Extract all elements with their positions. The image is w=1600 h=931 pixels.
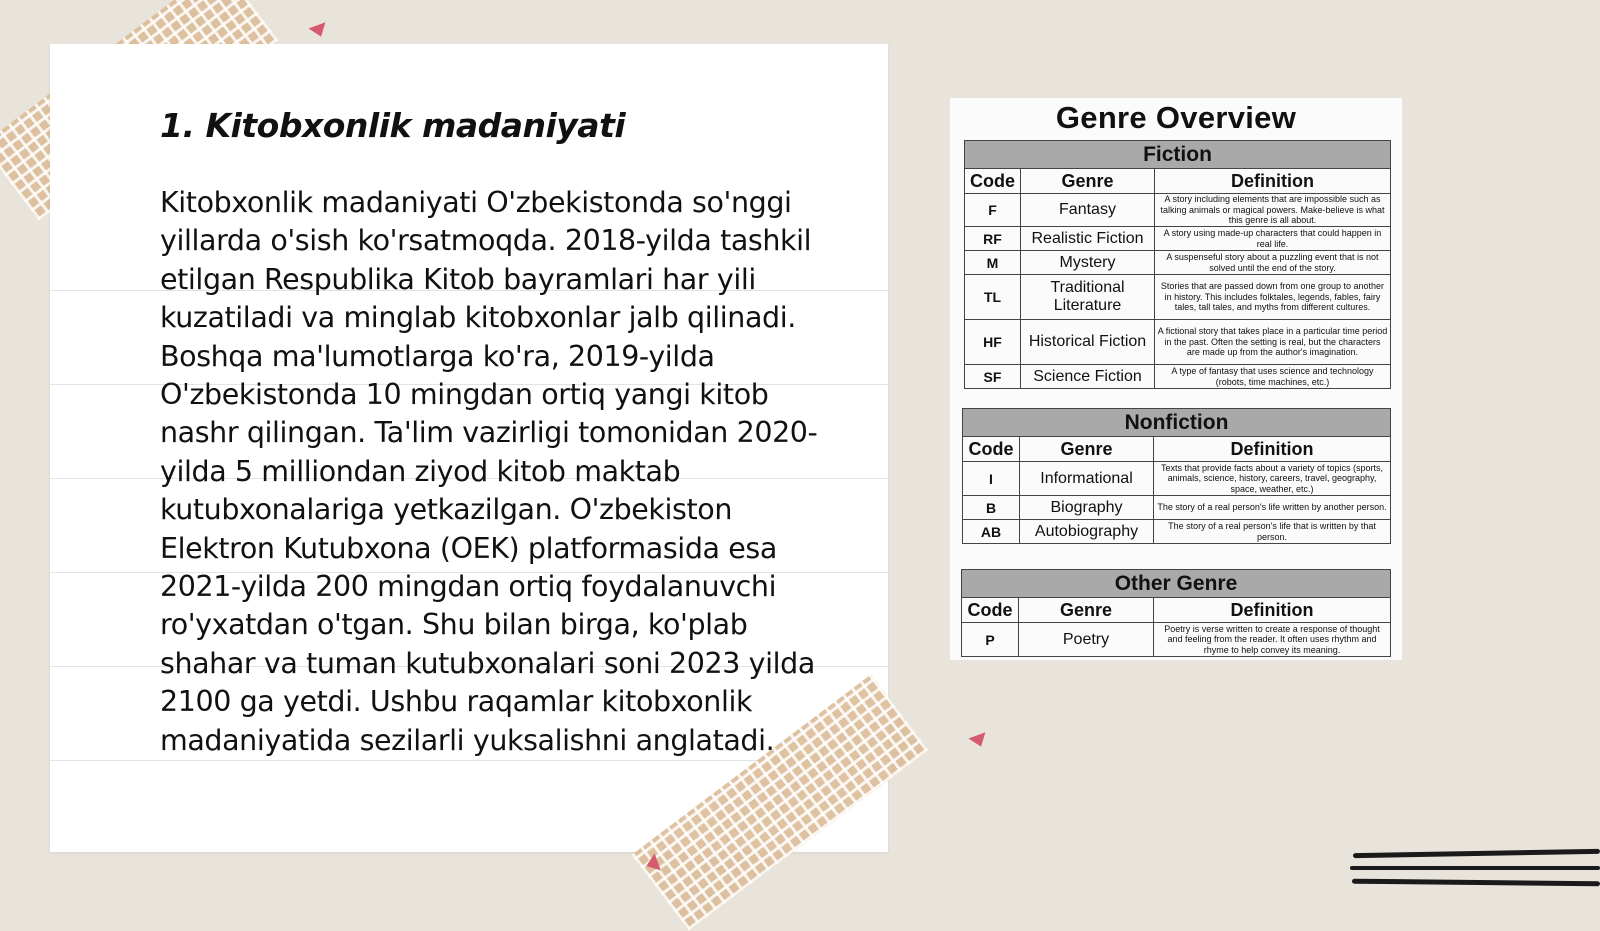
table-row xyxy=(963,496,1391,520)
table-row xyxy=(963,520,1391,544)
genre-definition: Texts that provide facts about a variety of topics (sports, animals, science, history, careers, travel, geography, space, weather, etc.) xyxy=(1154,462,1391,496)
other-genre-section-header: Other Genre xyxy=(962,570,1391,598)
genre-name: Realistic Fiction xyxy=(1021,227,1155,251)
fiction-table xyxy=(964,140,1391,389)
definition-column-header: Definition xyxy=(1154,437,1391,462)
table-row xyxy=(965,275,1391,320)
genre-name: Science Fiction xyxy=(1021,365,1155,389)
genre-definition: Stories that are passed down from one group to another in history. This includes folktales, legends, fables, fairy tales, tall tales, and myths from different cultures. xyxy=(1155,275,1391,320)
slide-title: 1. Kitobxonlik madaniyati xyxy=(160,106,626,145)
genre-overview-title: Genre Overview xyxy=(1055,100,1297,135)
genre-overview-image xyxy=(950,98,1402,660)
table-row xyxy=(965,227,1391,251)
genre-code: SF xyxy=(965,365,1021,389)
slide-body-text: Kitobxonlik madaniyati O'zbekistonda so'nggi yillarda o'sish ko'rsatmoqda. 2018-yilda tashkil etilgan Respublika Kitob bayramlari har yili kuzatiladi va minglab kitobxonlar jalb qilinadi. Boshqa ma'lumotlarga ko'ra, 2019-yilda O'zbekistonda 10 mingdan ortiq yangi kitob nashr qilingan. Ta'lim vazirligi tomonidan 2020-yilda 5 milliondan ziyod kitob maktab kutubxonalariga yetkazilgan. O'zbekiston Elektron Kutubxona (OEK) platformasida esa 2021-yilda 200 mingdan ortiq foydalanuvchi ro'yxatdan o'tgan. Shu bilan birga, ko'plab shahar va tuman kutubxonalari soni 2023 yilda 2100 ga yetdi. Ushbu raqamlar kitobxonlik madaniyatida sezilarli yuksalishni anglatadi. xyxy=(160,186,818,757)
nonfiction-table xyxy=(962,408,1391,544)
genre-definition: A story including elements that are impossible such as talking animals or magical powers. Make-believe is what this genre is all about. xyxy=(1155,194,1391,227)
table-row xyxy=(963,462,1391,496)
genre-name: Historical Fiction xyxy=(1021,320,1155,365)
code-column-header: Code xyxy=(963,437,1020,462)
nonfiction-section-header: Nonfiction xyxy=(963,409,1391,437)
table-row xyxy=(965,251,1391,275)
genre-column-header: Genre xyxy=(1020,437,1154,462)
decorative-brush-stroke xyxy=(1353,849,1600,858)
definition-column-header: Definition xyxy=(1155,169,1391,194)
genre-column-header: Genre xyxy=(1021,169,1155,194)
code-column-header: Code xyxy=(962,598,1019,623)
table-row xyxy=(965,365,1391,389)
genre-name: Fantasy xyxy=(1021,194,1155,227)
table-row xyxy=(962,623,1391,657)
genre-definition: A type of fantasy that uses science and technology (robots, time machines, etc.) xyxy=(1155,365,1391,389)
definition-column-header: Definition xyxy=(1154,598,1391,623)
genre-name: Traditional Literature xyxy=(1021,275,1155,320)
pin-icon xyxy=(968,732,989,749)
genre-name: Poetry xyxy=(1019,623,1154,657)
genre-name: Autobiography xyxy=(1020,520,1154,544)
decorative-brush-stroke xyxy=(1352,879,1600,887)
genre-column-header: Genre xyxy=(1019,598,1154,623)
code-column-header: Code xyxy=(965,169,1021,194)
note-paper xyxy=(50,44,888,852)
genre-definition: Poetry is verse written to create a response of thought and feeling from the reader. It often uses rhythm and rhyme to help convey its meaning. xyxy=(1154,623,1391,657)
genre-definition: The story of a real person's life written by another person. xyxy=(1154,496,1391,520)
genre-code: M xyxy=(965,251,1021,275)
genre-code: B xyxy=(963,496,1020,520)
fiction-section-header: Fiction xyxy=(965,141,1391,169)
decorative-brush-stroke xyxy=(1350,866,1600,870)
genre-definition: A suspenseful story about a puzzling event that is not solved until the end of the story. xyxy=(1155,251,1391,275)
genre-name: Biography xyxy=(1020,496,1154,520)
other-genre-table xyxy=(961,569,1391,657)
genre-name: Mystery xyxy=(1021,251,1155,275)
genre-code: RF xyxy=(965,227,1021,251)
genre-code: I xyxy=(963,462,1020,496)
genre-definition: The story of a real person's life that is written by that person. xyxy=(1154,520,1391,544)
genre-code: HF xyxy=(965,320,1021,365)
genre-code: F xyxy=(965,194,1021,227)
genre-code: P xyxy=(962,623,1019,657)
genre-code: TL xyxy=(965,275,1021,320)
genre-code: AB xyxy=(963,520,1020,544)
genre-definition: A fictional story that takes place in a particular time period in the past. Often the setting is real, but the characters are made up from the author's imagination. xyxy=(1155,320,1391,365)
genre-definition: A story using made-up characters that could happen in real life. xyxy=(1155,227,1391,251)
table-row xyxy=(965,320,1391,365)
table-row xyxy=(965,194,1391,227)
pin-icon xyxy=(308,22,329,39)
genre-name: Informational xyxy=(1020,462,1154,496)
